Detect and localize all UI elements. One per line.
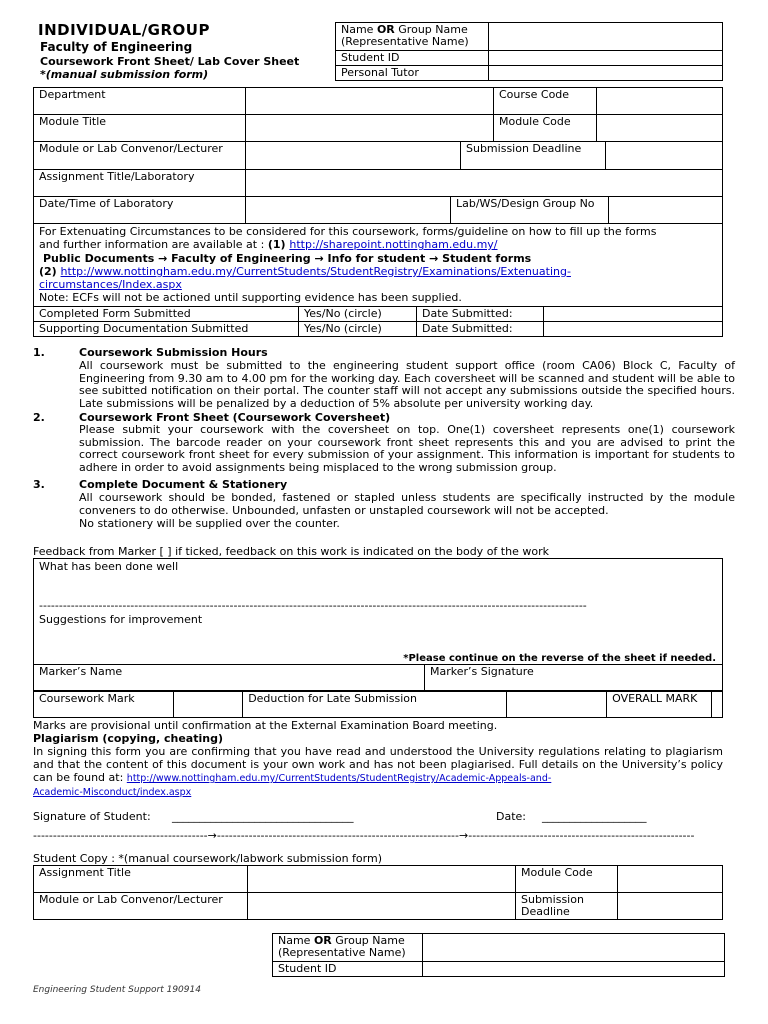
- section-1-heading: Coursework Submission Hours: [79, 346, 268, 359]
- sharepoint-link[interactable]: http://sharepoint.nottingham.edu.my/: [289, 238, 498, 252]
- section-1-body: All coursework must be submitted to the engineering student support office (room CA06) Block C, Faculty of Engineering from 9.30 am to 4.00 pm for the working day. Each coversheet will be scanned and student will be able to see subitted notification on their portal. The counter staff will not accept any submissions outside the specified hours. Late submissions will be penalized by a deduction of 5% absolute per university working day.: [79, 359, 735, 410]
- marker-name-label[interactable]: Marker’s Name: [34, 665, 425, 691]
- ec-line1: For Extenuating Circumstances to be considered for this coursework, forms/guideline on how to fill up the forms: [39, 225, 657, 238]
- lab-table: [33, 196, 723, 224]
- supporting-doc-date-value[interactable]: [544, 321, 723, 336]
- student-copy-label: Student Copy : *(manual coursework/labwork submission form): [33, 852, 382, 865]
- module-title-value[interactable]: [246, 115, 494, 142]
- ec-num1: (1): [267, 238, 290, 252]
- name-label: Name: [341, 23, 377, 36]
- sc-module-code-label: Module Code: [516, 866, 618, 893]
- plagiarism-link-b[interactable]: Academic-Misconduct/index.aspx: [33, 787, 192, 798]
- scissor-arrow-icon: →: [207, 829, 217, 842]
- sc-group-name-label: Group Name: [331, 934, 405, 947]
- sc-deadline-label-b: Deadline: [521, 905, 570, 918]
- extenuating-info: [34, 224, 723, 307]
- section-2-number: 2.: [33, 411, 45, 424]
- sc-assignment-title-value[interactable]: [248, 866, 516, 893]
- section-3-body-2: No stationery will be supplied over the counter.: [79, 517, 340, 530]
- sc-name-label: Name: [278, 934, 314, 947]
- name-label-cell: [336, 23, 489, 51]
- student-id-value[interactable]: [489, 51, 723, 66]
- feedback-box[interactable]: [33, 558, 723, 665]
- sc-convenor-value[interactable]: [248, 893, 516, 920]
- sc-deadline-label-a: Submission: [521, 893, 584, 906]
- overall-mark-label: OVERALL MARK: [607, 692, 712, 718]
- submission-deadline-label: Submission Deadline: [461, 142, 606, 170]
- personal-tutor-value[interactable]: [489, 66, 723, 81]
- late-deduction-value[interactable]: [506, 692, 607, 718]
- late-deduction-label: Deduction for Late Submission: [243, 692, 506, 718]
- name-box-table: [335, 22, 723, 81]
- lab-group-label: Lab/WS/Design Group No: [451, 197, 609, 224]
- plagiarism-heading: Plagiarism (copying, cheating): [33, 732, 223, 745]
- ec-link2-b[interactable]: circumstances/Index.aspx: [39, 278, 182, 292]
- course-code-value[interactable]: [597, 88, 723, 115]
- suggestions-label: Suggestions for improvement: [39, 613, 203, 626]
- feedback-divider: ------------------------------------------------------------------------------------------------------------------------------------------: [39, 599, 587, 612]
- group-name-label: Group Name: [394, 23, 468, 36]
- student-copy-name-box: [272, 933, 725, 977]
- signature-label: Signature of Student:: [33, 810, 151, 823]
- completed-form-date-value[interactable]: [544, 306, 723, 321]
- assignment-title-label: Assignment Title/Laboratory: [34, 170, 246, 197]
- section-3-heading: Complete Document & Stationery: [79, 478, 288, 491]
- done-well-label: What has been done well: [39, 560, 179, 573]
- feedback-intro: Feedback from Marker [ ] if ticked, feedback on this work is indicated on the body of the work: [33, 545, 549, 558]
- sc-convenor-label: Module or Lab Convenor/Lecturer: [34, 893, 248, 920]
- course-code-label: Course Code: [494, 88, 597, 115]
- supporting-doc-date-label: Date Submitted:: [417, 321, 544, 336]
- form-title: INDIVIDUAL/GROUP: [38, 21, 210, 39]
- marker-table: [33, 664, 723, 691]
- date-line[interactable]: ___________________: [542, 810, 647, 823]
- marker-signature-label[interactable]: Marker’s Signature: [425, 665, 723, 691]
- footer-text: Engineering Student Support 190914: [33, 985, 201, 995]
- lab-group-value[interactable]: [609, 197, 723, 224]
- sheet-name: Coursework Front Sheet/ Lab Cover Sheet: [40, 55, 300, 68]
- lab-datetime-label: Date/Time of Laboratory: [34, 197, 246, 224]
- supporting-doc-yesno[interactable]: Yes/No (circle): [299, 321, 417, 336]
- sc-deadline-label: [516, 893, 618, 920]
- scissor-arrow-icon: →: [459, 829, 469, 842]
- sc-student-id-label: Student ID: [273, 962, 423, 977]
- department-label: Department: [34, 88, 246, 115]
- sc-deadline-value[interactable]: [618, 893, 723, 920]
- sc-name-value[interactable]: [423, 934, 725, 962]
- ec-line2: and further information are available at :: [39, 238, 268, 252]
- arrow-right-icon: →: [158, 251, 168, 265]
- personal-tutor-label: Personal Tutor: [336, 66, 489, 81]
- sc-name-or-label: OR: [313, 934, 332, 947]
- student-copy-table: [33, 865, 723, 920]
- department-value[interactable]: [246, 88, 494, 115]
- signature-line[interactable]: _________________________________: [172, 810, 354, 823]
- section-3-number: 3.: [33, 478, 45, 491]
- name-value[interactable]: [489, 23, 723, 51]
- sc-name-label-cell: [273, 934, 423, 962]
- section-2-body: Please submit your coursework with the coversheet on top. One(1) coversheet represents one(1) coursework submission. The barcode reader on your coursework front sheet represents this and you are advised to print the correct coursework front sheet for every submission of your assignment. This information is important for students to adhere in order to avoid assignments being misplaced to the wrong submission group.: [79, 423, 735, 474]
- cut-line: [33, 829, 694, 842]
- module-code-value[interactable]: [597, 115, 723, 142]
- convenor-table: [33, 141, 723, 197]
- date-label: Date:: [496, 810, 526, 823]
- ec-path-a: Public Documents: [43, 251, 159, 265]
- name-or-label: OR: [376, 23, 395, 36]
- ec-num2: (2): [39, 264, 61, 278]
- arrow-right-icon: →: [429, 251, 439, 265]
- student-id-label: Student ID: [336, 51, 489, 66]
- plagiarism-body: [33, 745, 723, 799]
- module-code-label: Module Code: [494, 115, 597, 142]
- ec-path-d: Student forms: [438, 251, 532, 265]
- ec-path-c: Info for student: [323, 251, 430, 265]
- representative-label: (Representative Name): [341, 35, 469, 48]
- module-details-table: [33, 87, 723, 142]
- ec-path: [43, 252, 531, 265]
- marks-table: [33, 691, 723, 718]
- section-1-number: 1.: [33, 346, 45, 359]
- provisional-note: Marks are provisional until confirmation at the External Examination Board meeting.: [33, 719, 498, 732]
- sc-module-code-value[interactable]: [618, 866, 723, 893]
- ec-note: Note: ECFs will not be actioned until supporting evidence has been supplied.: [39, 291, 462, 305]
- cut-line-seg3: ---------------------------------------------------------: [468, 829, 695, 842]
- supporting-doc-label: Supporting Documentation Submitted: [34, 321, 299, 336]
- coursework-mark-value[interactable]: [174, 692, 243, 718]
- sc-student-id-value[interactable]: [423, 962, 725, 977]
- overall-mark-value[interactable]: [712, 692, 723, 718]
- completed-form-date-label: Date Submitted:: [417, 306, 544, 321]
- assignment-title-value[interactable]: [246, 170, 723, 197]
- convenor-label: Module or Lab Convenor/Lecturer: [34, 142, 246, 170]
- extenuating-table: [33, 223, 723, 337]
- lab-datetime-value[interactable]: [246, 197, 451, 224]
- cut-line-seg1: --------------------------------------------: [33, 829, 208, 842]
- sc-representative-label: (Representative Name): [278, 946, 406, 959]
- sc-assignment-title-label: Assignment Title: [34, 866, 248, 893]
- arrow-right-icon: →: [314, 251, 324, 265]
- completed-form-label: Completed Form Submitted: [34, 306, 299, 321]
- plagiarism-link-a[interactable]: http://www.nottingham.edu.my/CurrentStudents/StudentRegistry/Academic-Appeals-and-: [126, 773, 552, 784]
- convenor-value[interactable]: [246, 142, 461, 170]
- module-title-label: Module Title: [34, 115, 246, 142]
- submission-deadline-value[interactable]: [606, 142, 723, 170]
- continue-note: *Please continue on the reverse of the sheet if needed.: [403, 653, 716, 664]
- faculty-name: Faculty of Engineering: [40, 40, 193, 54]
- section-3-body: All coursework should be bonded, fastened or stapled unless students are specifically instructed by the module conveners to do otherwise. Unbounded, unfasten or unstapled coursework will not be accepted.: [79, 491, 735, 517]
- completed-form-yesno[interactable]: Yes/No (circle): [299, 306, 417, 321]
- ec-link2-a[interactable]: http://www.nottingham.edu.my/CurrentStudents/StudentRegistry/Examinations/Extenuating-: [60, 264, 571, 278]
- plagiarism-text: In signing this form you are confirming that you have read and understood the University regulations relating to plagiarism and that the content of this document is your own work and has not been plagiarised. Full details on the University’s policy can be found at:: [33, 745, 723, 784]
- form-type: *(manual submission form): [40, 68, 209, 81]
- cut-line-seg2: -------------------------------------------------------------: [216, 829, 459, 842]
- ec-path-b: Faculty of Engineering: [167, 251, 315, 265]
- coursework-mark-label: Coursework Mark: [34, 692, 174, 718]
- section-2-heading: Coursework Front Sheet (Coursework Coversheet): [79, 411, 391, 424]
